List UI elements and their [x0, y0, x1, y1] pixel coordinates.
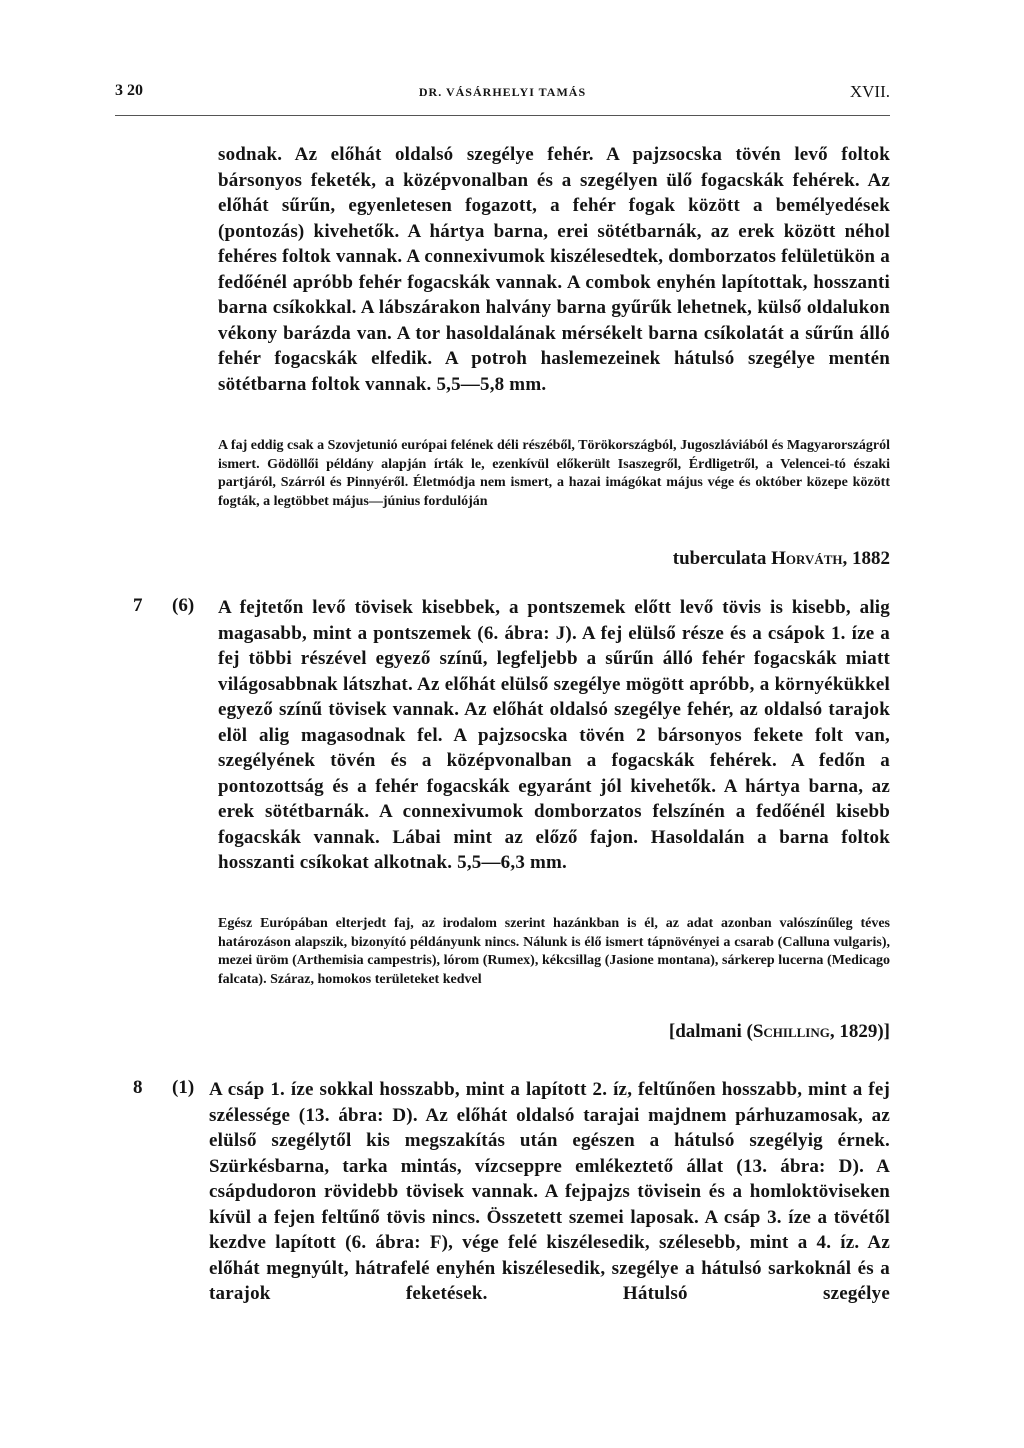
key-entry-text: A csáp 1. íze sokkal hosszabb, mint a lapított 2. íz, feltűnően hosszabb, mint a fej szélessége (13. ábra: D). Az előhát oldalsó tarajai majdnem párhuzamosak, az elülső szegélytől kis megszakítás után egészen a hátulsó szegélyig érnek. Szürkésbarna, tarka mintás, vízcseppre emlékeztető állat (13. ábra: D). A csápdudoron rövidebb tövisek vannak. A fejpajzs tövisein és a homloktöviseken kívül a fejen feltűnő tövis nincs. Összetett szemei laposak. A csáp 3. íze a tövétől kezdve lapított (6. ábra: F), vége felé kiszélesedik, szélesebb, mint a 4. íz. Az előhát megnyúlt, hátrafelé enyhén kiszélesedik, szegélye a hátulsó sarkoknál és a tarajok feketések. Hátulsó szegélye — [209, 1079, 890, 1304]
taxon-species: [dalmani ( — [668, 1021, 753, 1042]
page-header — [115, 82, 890, 114]
page-number: 3 20 — [115, 82, 143, 99]
taxon-name-dalmani — [560, 1021, 890, 1043]
distribution-note: A faj eddig csak a Szovjetunió európai felének déli részéből, Törökországból, Jugoszláviából és Magyarországról ismert. Gödöllői példány alapján írták le, ezenkívül előkerült Isaszegről, Érdligetről, a Velencei-tó északi partjáról, Szárról és Pinnyéről. Életmódja nem ismert, a hazai imágókat május vége és október közepe között fogták, a legtöbbet május—június fordulóján — [218, 438, 890, 509]
description-paragraph: sodnak. Az előhát oldalsó szegélye fehér. A pajzsocska tövén levő foltok bársonyos feketék, a középvonalban és a szegélyen ülő fogacskák fehérek. Az előhát sűrűn, egyenletesen fogazott, a fehér fogak között a bemélyedések (pontozás) kivehetők. A hártya barna, erei sötétbarnák, az erek között néhol fehéres foltok vannak. A connexivumok kiszélesedtek, domborzatos felületükön a fedőénél apróbb fehér fogacskák vannak. A combok enyhén lapítottak, hosszanti barna csíkokkal. A lábszárakon halvány barna gyűrűk lehetnek, külső oldalukon vékony barázda van. A tor hasoldalának mérsékelt barna csíkolatát a sűrűn álló fehér fogacskák elfedik. A potroh haslemezeinek hátulsó szegélye mentén sötétbarna foltok vannak. 5,5—5,8 mm. — [218, 144, 890, 395]
taxon-year: , 1829)] — [829, 1021, 890, 1042]
volume-number: XVII. — [849, 82, 890, 101]
key-entry-number: 7 — [133, 595, 143, 616]
key-entry-number: 8 — [133, 1077, 143, 1098]
key-entry-backref: (1) — [172, 1077, 195, 1098]
key-entry-text: A fejtetőn levő tövisek kisebbek, a pontszemek előtt levő tövis is kisebb, alig magasabb, mint a pontszemek (6. ábra: J). A fej elülső része és a csápok 1. íze a fej többi részével egyező színű, legfeljebb a sűrűn álló fehér fogacskák miatt világosabbnak látszhat. Az előhát elülső szegélye mögött apróbb, a környékükkel egyező színű tövisek vannak. Az előhát oldalsó szegélye fehér, az oldalsó tarajok elöl alig magasodnak fel. A pajzsocska tövén 2 bársonyos fekete folt van, szegélyének tövén és a középvonalban a fogacskák fehérek. A fedőn a pontozottság és a fehér fogacskák egyaránt jól kivehetők. A hártya barna, az erek sötétbarnák. A connexivumok domborzatos felszínén a fedőénél kisebb fogacskák vannak. Lábai mint az előző fajon. Hasoldalán a barna foltok hosszanti csíkokat alkotnak. 5,5—6,3 mm. — [218, 597, 890, 873]
taxon-name-tuberculata — [560, 548, 890, 570]
running-head-author: DR. VÁSÁRHELYI TAMÁS — [418, 85, 587, 99]
header-rule — [115, 115, 890, 116]
taxon-author: Schilling — [752, 1021, 830, 1042]
taxon-author: Horváth — [771, 548, 843, 569]
taxon-species: tuberculata — [672, 548, 767, 569]
ecology-note: Egész Európában elterjedt faj, az irodalom szerint hazánkban is él, az adat azonban valószínűleg téves határozáson alapszik, bizonyító példányunk nincs. Nálunk is élő ismert tápnövényei a csarab (Calluna vulgaris), mezei üröm (Arthemisia campestris), lórom (Rumex), kékcsillag (Jasione montana), sárkerep lucerna (Medicago falcata). Száraz, homokos területeket kedvel — [218, 916, 890, 987]
taxon-year: , 1882 — [842, 548, 890, 569]
key-entry-backref: (6) — [172, 595, 195, 616]
